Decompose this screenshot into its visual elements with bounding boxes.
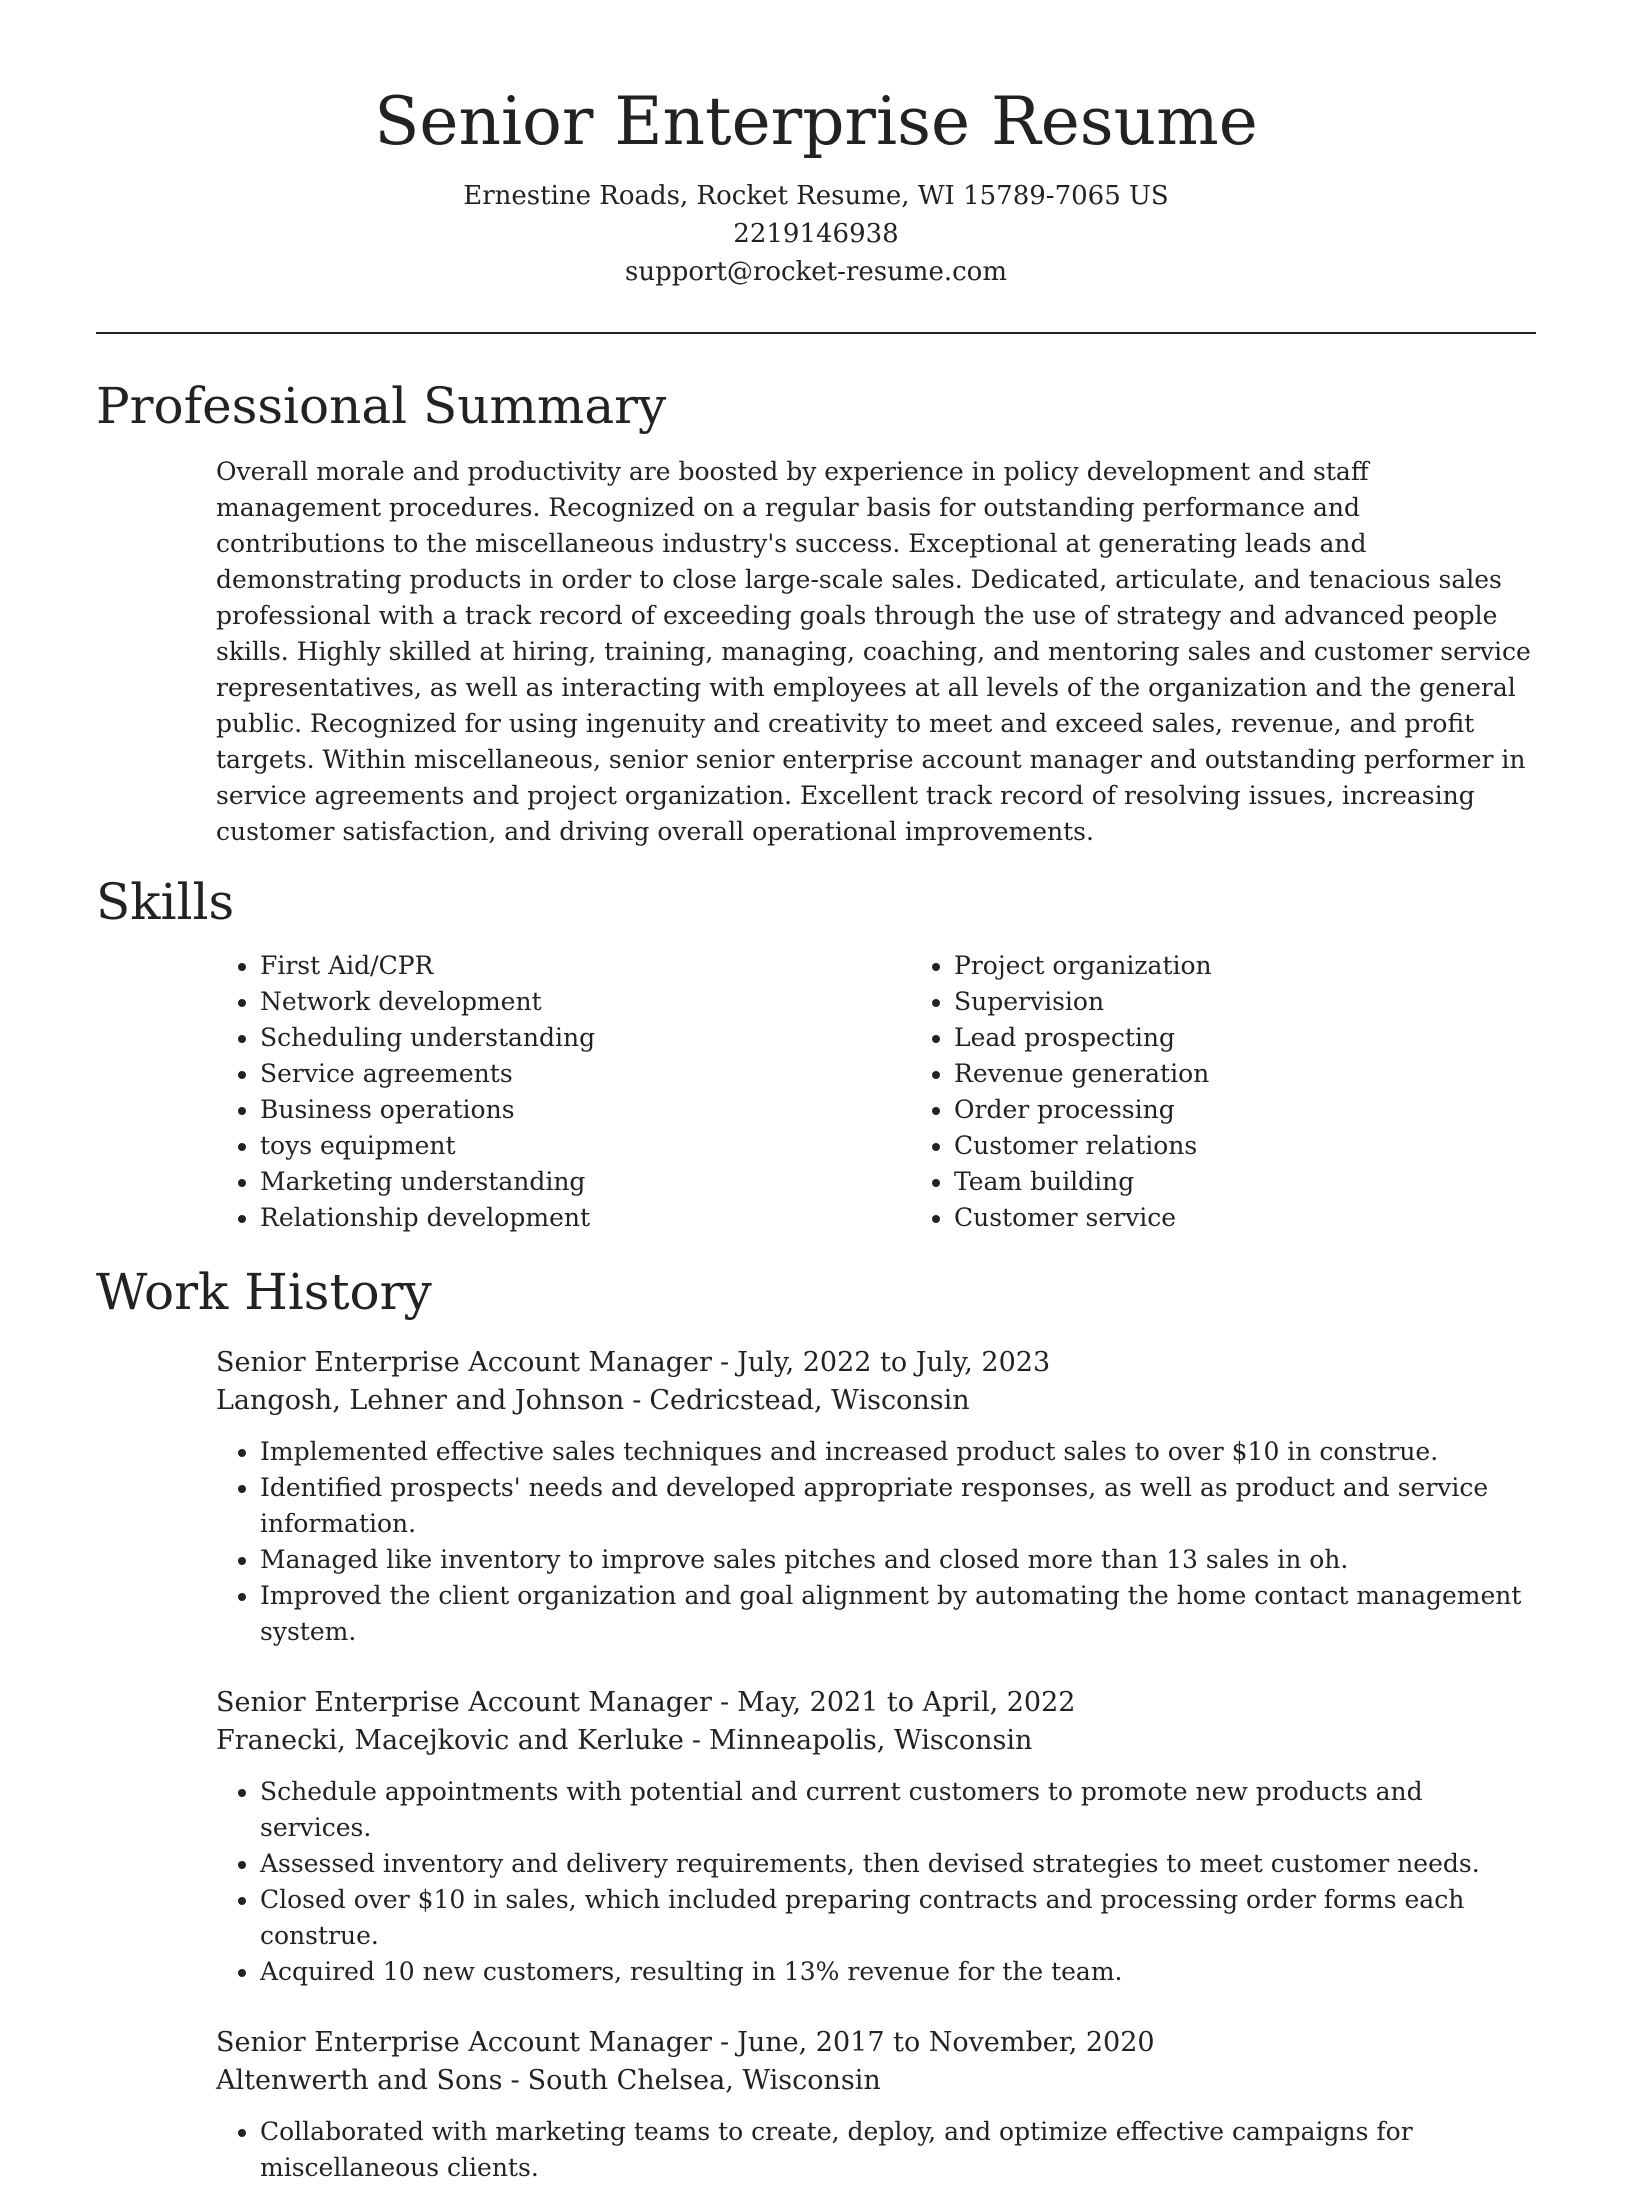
skill-item: • Marketing understanding [260, 1164, 910, 1200]
separator: - [719, 1687, 730, 1719]
contact-address: Ernestine Roads, Rocket Resume, WI 15789-7065 US [463, 181, 1169, 212]
skills-column-right [910, 948, 1454, 1236]
skill-item: • Relationship development [260, 1200, 910, 1236]
job-company: Franecki, Macejkovic and Kerluke [216, 1725, 684, 1757]
job-bullet: • Assessed inventory and delivery requirements, then devised strategies to meet customer needs. [260, 1846, 1536, 1882]
job-dates: May, 2021 to April, 2022 [737, 1687, 1076, 1719]
skill-item: • Team building [954, 1164, 1454, 1200]
job-entry [216, 2024, 1536, 2186]
skill-item: • First Aid/CPR [260, 948, 910, 984]
job-location: Cedricstead, Wisconsin [649, 1385, 970, 1417]
skill-item: • Order processing [954, 1092, 1454, 1128]
skill-item: • Revenue generation [954, 1056, 1454, 1092]
job-entry [216, 1684, 1536, 1990]
job-company-line [216, 2062, 1536, 2100]
skill-item: • Business operations [260, 1092, 910, 1128]
job-company: Langosh, Lehner and Johnson [216, 1385, 625, 1417]
separator: - [719, 1347, 730, 1379]
skills-column-left [216, 948, 910, 1236]
separator: - [719, 2027, 730, 2059]
skill-item: • Project organization [954, 948, 1454, 984]
skill-item: • Network development [260, 984, 910, 1020]
job-bullet: • Collaborated with marketing teams to create, deploy, and optimize effective campaigns for miscellaneous clients. [260, 2114, 1536, 2186]
skill-item: • Customer service [954, 1200, 1454, 1236]
resume-header [0, 0, 1632, 291]
job-bullet: • Schedule appointments with potential and current customers to promote new products and services. [260, 1774, 1536, 1846]
skills-list [216, 948, 1536, 1236]
job-role: Senior Enterprise Account Manager [216, 1687, 712, 1719]
skills-heading: Skills [96, 873, 235, 932]
job-bullets [216, 2114, 1536, 2186]
job-bullets [216, 1774, 1536, 1990]
work-history-heading: Work History [96, 1263, 432, 1322]
skill-item: • Customer relations [954, 1128, 1454, 1164]
skill-item: • Supervision [954, 984, 1454, 1020]
job-role-line [216, 1684, 1536, 1722]
skill-item: • Service agreements [260, 1056, 910, 1092]
job-bullet: • Improved the client organization and goal alignment by automating the home contact management system. [260, 1578, 1536, 1650]
job-location: Minneapolis, Wisconsin [708, 1725, 1033, 1757]
job-bullet: • Managed like inventory to improve sales pitches and closed more than 13 sales in oh. [260, 1542, 1536, 1578]
job-role-line [216, 1344, 1536, 1382]
contact-email: support@rocket-resume.com [624, 257, 1007, 288]
separator: - [510, 2065, 520, 2097]
job-dates: July, 2022 to July, 2023 [737, 1347, 1051, 1379]
contact-phone: 2219146938 [733, 219, 899, 250]
job-dates: June, 2017 to November, 2020 [737, 2027, 1155, 2059]
job-entry [216, 1344, 1536, 1650]
resume-title: Senior Enterprise Resume [374, 83, 1258, 160]
job-role-line [216, 2024, 1536, 2062]
job-company: Altenwerth and Sons [216, 2065, 503, 2097]
contact-block [0, 177, 1632, 291]
job-bullet: • Acquired 10 new customers, resulting in 13% revenue for the team. [260, 1954, 1536, 1990]
skill-item: • Lead prospecting [954, 1020, 1454, 1056]
skill-item: • toys equipment [260, 1128, 910, 1164]
job-bullets [216, 1434, 1536, 1650]
job-bullet: • Implemented effective sales techniques and increased product sales to over $10 in construe. [260, 1434, 1536, 1470]
job-bullet: • Closed over $10 in sales, which included preparing contracts and processing order forms each construe. [260, 1882, 1536, 1954]
summary-heading: Professional Summary [96, 377, 667, 436]
separator: - [632, 1385, 642, 1417]
header-divider [96, 332, 1536, 334]
skill-item: • Scheduling understanding [260, 1020, 910, 1056]
job-role: Senior Enterprise Account Manager [216, 2027, 712, 2059]
job-role: Senior Enterprise Account Manager [216, 1347, 712, 1379]
job-company-line [216, 1382, 1536, 1420]
separator: - [691, 1725, 701, 1757]
job-location: South Chelsea, Wisconsin [527, 2065, 881, 2097]
summary-text: Overall morale and productivity are boosted by experience in policy development and staff management procedures. Recognized on a regular basis for outstanding performance and contributions to the miscellaneous industry's success. Exceptional at generating leads and demonstrating products in order to close large-scale sales. Dedicated, articulate, and tenacious sales professional with a track record of exceeding goals through the use of strategy and advanced people skills. Highly skilled at hiring, training, managing, coaching, and mentoring sales and customer service representatives, as well as interacting with employees at all levels of the organization and the general public. Recognized for using ingenuity and creativity to meet and exceed sales, revenue, and profit targets. Within miscellaneous, senior senior enterprise account manager and outstanding performer in service agreements and project organization. Excellent track record of resolving issues, increasing customer satisfaction, and driving overall operational improvements. [216, 457, 1531, 847]
job-bullet: • Identified prospects' needs and developed appropriate responses, as well as product and service information. [260, 1470, 1536, 1542]
job-company-line [216, 1722, 1536, 1760]
